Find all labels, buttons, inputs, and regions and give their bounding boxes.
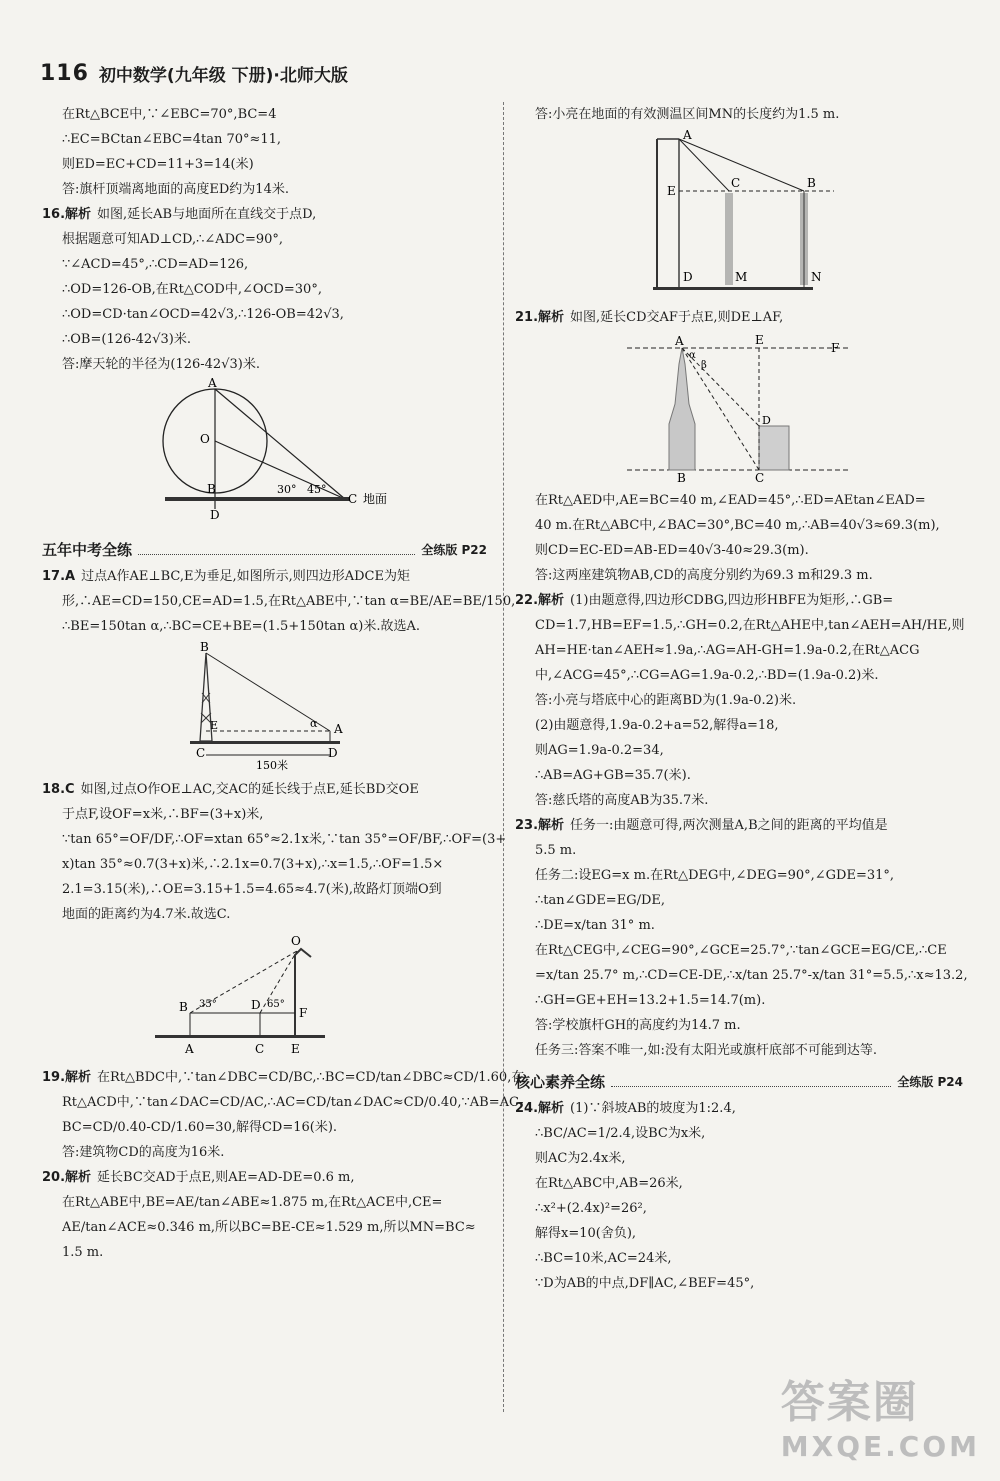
fig-label: C: [254, 1042, 264, 1056]
fig-label: O: [290, 934, 301, 948]
question-number: 22.解析: [515, 593, 565, 608]
fig-label: C: [731, 176, 741, 190]
text-line: x)tan 35°≈0.7(3+x)米,∴2.1x=0.7(3+x),∴x=1.5,∴OF=1.5×: [62, 857, 444, 872]
fig-label: B: [807, 176, 816, 190]
question-20: [42, 1165, 487, 1190]
fig-label: α: [689, 350, 696, 361]
fig-label: C: [755, 471, 765, 485]
fig-label: A: [675, 334, 684, 348]
figure-street-lamp: [145, 931, 405, 1061]
section-tag: 全练版 P22: [421, 543, 487, 557]
text-line: AE/tan∠ACE≈0.346 m,所以BC=BE-CE≈1.529 m,所以MN=BC≈: [62, 1220, 476, 1235]
question-24: [515, 1096, 963, 1121]
text-line: ∴OD=CD·tan∠OCD=42√3,∴126-OB=42√3,: [62, 307, 344, 322]
text-line: 根据题意可知AD⊥CD,∴∠ADC=90°,: [62, 232, 284, 247]
text-line: ∴GH=GE+EH=13.2+1.5=14.7(m).: [535, 993, 766, 1008]
text-line: 答:小亮与塔底中心的距离BD为(1.9a-0.2)米.: [535, 693, 797, 708]
fig-label: 地面: [362, 492, 387, 506]
fig-label: A: [207, 376, 217, 390]
text-line: AH=HE·tan∠AEH≈1.9a,∴AG=AH-GH=1.9a-0.2,在Rt△ACG: [535, 643, 920, 658]
fig-label: 30°: [276, 483, 296, 496]
text-line: 答:小亮在地面的有效测温区间MN的长度约为1.5 m.: [535, 107, 840, 122]
fig-label: B: [199, 640, 209, 654]
fig-label: 45°: [306, 483, 326, 496]
fig-label: D: [327, 746, 338, 760]
figure-buildings: [619, 334, 879, 484]
text-line: 如图,延长AB与地面所在直线交于点D,: [97, 207, 317, 222]
text-line: (2)由题意得,1.9a-0.2+a=52,解得a=18,: [535, 718, 779, 733]
text-line: ∴tan∠GDE=EG/DE,: [535, 893, 665, 908]
fig-label: β: [701, 360, 707, 371]
text-line: 于点F,设OF=x米,∴BF=(3+x)米,: [62, 807, 264, 822]
text-line: 答:建筑物CD的高度为16米.: [62, 1145, 225, 1160]
question-number: 18.C: [42, 782, 75, 797]
section-dots: [138, 544, 415, 555]
figure-thermometer: [639, 128, 859, 301]
text-line: 中,∠ACG=45°,∴CG=AG=1.9a-0.2,∴BD=(1.9a-0.2)米.: [535, 668, 879, 683]
fig-label: N: [811, 270, 822, 284]
fig-label: E: [209, 719, 218, 732]
text-line: 地面的距离约为4.7米.故选C.: [62, 907, 231, 922]
fig-label: D: [250, 998, 261, 1012]
column-divider: [503, 102, 504, 1412]
text-line: 如图,延长CD交AF于点E,则DE⊥AF,: [570, 310, 784, 325]
question-number: 23.解析: [515, 818, 565, 833]
question-number: 24.解析: [515, 1101, 565, 1116]
watermark: [781, 1366, 980, 1463]
text-line: 1.5 m.: [62, 1245, 104, 1260]
text-line: 在Rt△BDC中,∵tan∠DBC=CD/BC,∴BC=CD/tan∠DBC≈CD/1.60,在: [97, 1070, 525, 1085]
question-18: [42, 777, 487, 802]
text-line: ∵D为AB的中点,DF∥AC,∠BEF=45°,: [535, 1276, 755, 1291]
text-line: ∴EC=BCtan∠EBC=4tan 70°≈11,: [62, 132, 282, 147]
fig-label: α: [309, 717, 317, 730]
fig-label: C: [347, 492, 357, 506]
fig-label: 35°: [198, 999, 217, 1010]
text-line: 过点A作AE⊥BC,E为垂足,如图所示,则四边形ADCE为矩: [81, 569, 410, 584]
text-line: 答:这两座建筑物AB,CD的高度分别约为69.3 m和29.3 m.: [535, 568, 873, 583]
question-number: 20.解析: [42, 1170, 92, 1185]
text-line: 则CD=EC-ED=AB-ED=40√3-40≈29.3(m).: [535, 543, 809, 558]
figure-tower: [180, 640, 370, 773]
text-line: ∴DE=x/tan 31° m.: [535, 918, 655, 933]
text-line: 在Rt△AED中,AE=BC=40 m,∠EAD=45°,∴ED=AEtan∠EAD=: [535, 493, 926, 508]
text-line: 任务二:设EG=x m.在Rt△DEG中,∠DEG=90°,∠GDE=31°,: [535, 868, 895, 883]
page-number: 116: [40, 60, 89, 86]
page-header: [40, 55, 348, 91]
text-line: 如图,过点O作OE⊥AC,交AC的延长线于点E,延长BD交OE: [80, 782, 419, 797]
fig-label: C: [195, 746, 205, 760]
left-column: [42, 102, 525, 1265]
question-17: [42, 564, 487, 589]
fig-label: 150米: [255, 759, 288, 772]
text-line: ∵∠ACD=45°,∴CD=AD=126,: [62, 257, 249, 272]
text-line: 则AC为2.4x米,: [535, 1151, 626, 1166]
text-line: 答:学校旗杆GH的高度约为14.7 m.: [535, 1018, 741, 1033]
fig-label: D: [762, 414, 771, 427]
fig-label: B: [206, 482, 216, 496]
text-line: (1)由题意得,四边形CDBG,四边形HBFE为矩形,∴GB=: [570, 593, 894, 608]
text-line: 形,∴AE=CD=150,CE=AD=1.5,在Rt△ABE中,∵tan α=BE/AE=BE/150,: [62, 594, 516, 609]
text-line: ∴x²+(2.4x)²=26²,: [535, 1201, 647, 1216]
fig-label: E: [755, 333, 764, 347]
watermark-url: MXQE.COM: [780, 1430, 980, 1463]
fig-label: F: [298, 1006, 307, 1020]
text-line: 在Rt△ABE中,BE=AE/tan∠ABE≈1.875 m,在Rt△ACE中,CE=: [62, 1195, 443, 1210]
section-header: [515, 1071, 963, 1092]
fig-label: A: [333, 722, 343, 736]
text-line: 任务一:由题意可得,两次测量A,B之间的距离的平均值是: [570, 818, 888, 833]
text-line: 解得x=10(舍负),: [535, 1226, 637, 1241]
question-number: 17.A: [42, 569, 76, 584]
text-line: ∴OB=(126-42√3)米.: [62, 332, 191, 347]
section-dots: [611, 1076, 891, 1087]
figure-ferris-wheel: [145, 376, 405, 531]
section-tag: 全练版 P24: [897, 1075, 963, 1089]
section-title: 核心素养全练: [515, 1073, 606, 1091]
fig-label: M: [735, 270, 748, 284]
text-line: ∴BC/AC=1/2.4,设BC为x米,: [535, 1126, 706, 1141]
fig-label: 65°: [266, 999, 285, 1010]
page-title: 初中数学(九年级 下册)·北师大版: [98, 65, 348, 86]
watermark-logo-text: 答案圈: [780, 1377, 919, 1428]
question-number: 19.解析: [42, 1070, 92, 1085]
text-line: BC=CD/0.40-CD/1.60=30,解得CD=16(米).: [62, 1120, 338, 1135]
text-line: 则ED=EC+CD=11+3=14(米): [62, 157, 254, 172]
right-column: [515, 102, 968, 1296]
fig-label: E: [667, 184, 676, 198]
question-16: [42, 202, 487, 227]
fig-label: O: [199, 432, 210, 446]
fig-label: D: [683, 270, 693, 284]
text-line: 答:慈氏塔的高度AB为35.7米.: [535, 793, 709, 808]
text-line: ∴BE=150tan α,∴BC=CE+BE=(1.5+150tan α)米.故选A.: [62, 619, 421, 634]
fig-label: D: [209, 508, 220, 522]
text-line: 5.5 m.: [535, 843, 577, 858]
text-line: 任务三:答案不唯一,如:没有太阳光或旗杆底部不可能到达等.: [535, 1043, 878, 1058]
text-line: 答:摩天轮的半径为(126-42√3)米.: [62, 357, 260, 372]
text-line: 40 m.在Rt△ABC中,∠BAC=30°,BC=40 m,∴AB=40√3≈69.3(m),: [535, 518, 940, 533]
text-line: 在Rt△ABC中,AB=26米,: [535, 1176, 683, 1191]
text-line: ∴OD=126-OB,在Rt△COD中,∠OCD=30°,: [62, 282, 322, 297]
text-line: (1)∵斜坡AB的坡度为1:2.4,: [570, 1101, 736, 1116]
text-line: 延长BC交AD于点E,则AE=AD-DE=0.6 m,: [97, 1170, 355, 1185]
fig-label: E: [290, 1042, 300, 1056]
text-line: =x/tan 25.7° m,∴CD=CE-DE,∴x/tan 25.7°-x/tan 31°=5.5,∴x≈13.2,: [535, 968, 968, 983]
text-line: 2.1=3.15(米),∴OE=3.15+1.5=4.65≈4.7(米),故路灯顶端O到: [62, 882, 442, 897]
fig-label: B: [178, 1000, 188, 1014]
fig-label: F: [831, 341, 840, 355]
fig-label: A: [683, 128, 692, 142]
text-line: 在Rt△BCE中,∵∠EBC=70°,BC=4: [62, 107, 277, 122]
question-21: [515, 305, 963, 330]
fig-label: B: [677, 471, 686, 485]
section-title: 五年中考全练: [42, 541, 133, 559]
text-line: ∴AB=AG+GB=35.7(米).: [535, 768, 691, 783]
question-22: [515, 588, 963, 613]
section-header: [42, 539, 487, 560]
question-19: [42, 1065, 525, 1090]
text-line: 在Rt△CEG中,∠CEG=90°,∠GCE=25.7°,∵tan∠GCE=EG/CE,∴CE: [535, 943, 947, 958]
text-line: 答:旗杆顶端离地面的高度ED约为14米.: [62, 182, 289, 197]
fig-label: A: [184, 1042, 194, 1056]
text-line: ∵tan 65°=OF/DF,∴OF=xtan 65°≈2.1x米,∵tan 35°=OF/BF,∴OF=(3+: [62, 832, 507, 847]
question-23: [515, 813, 963, 838]
text-line: 则AG=1.9a-0.2=34,: [535, 743, 664, 758]
text-line: Rt△ACD中,∵tan∠DAC=CD/AC,∴AC=CD/tan∠DAC≈CD/0.40,∵AB=AC-: [62, 1095, 524, 1110]
text-line: ∴BC=10米,AC=24米,: [535, 1251, 672, 1266]
text-line: CD=1.7,HB=EF=1.5,∴GH=0.2,在Rt△AHE中,tan∠AEH=AH/HE,则: [535, 618, 965, 633]
question-number: 21.解析: [515, 310, 565, 325]
question-number: 16.解析: [42, 207, 92, 222]
